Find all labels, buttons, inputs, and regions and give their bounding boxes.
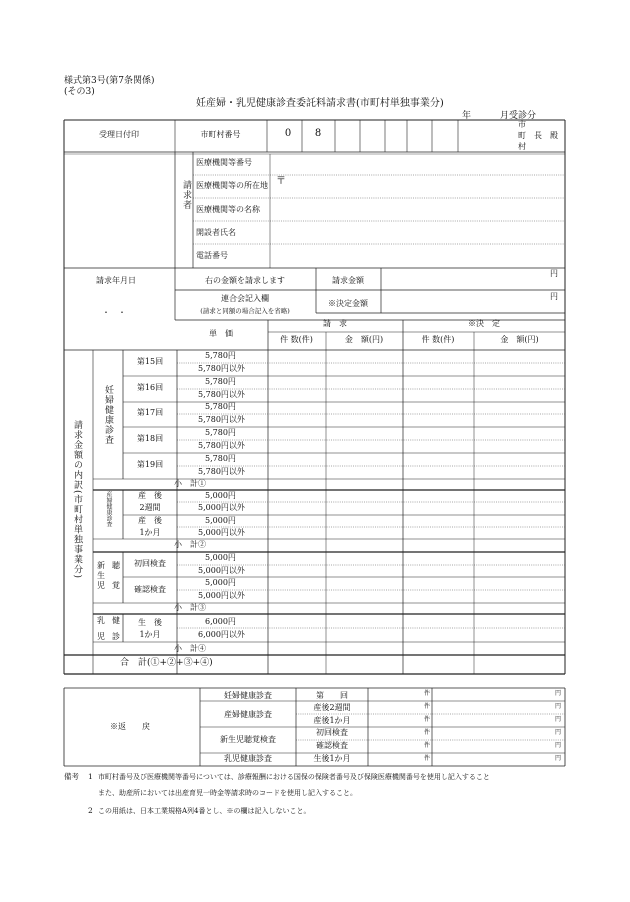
- price-5000-other: 5,000円以外: [198, 503, 245, 512]
- returns-infant-1m: 生後1か月: [313, 754, 351, 763]
- note-2-line: この用紙は、日本工業規格A列4番とし、※の欄は記入しないこと。: [98, 807, 311, 815]
- newborn-initial-test: 初回検査: [134, 559, 166, 568]
- form-number: 様式第3号(第7条関係): [64, 76, 155, 86]
- price-5780: 5,780円: [205, 428, 236, 437]
- pregnant-visit-17: 第17回: [136, 408, 164, 417]
- price-5000: 5,000円: [205, 553, 236, 562]
- federation-note: (請求と同額の場合記入を省略): [200, 307, 290, 315]
- decision-amount-header: 金 額(円): [500, 335, 539, 344]
- claimant-row-name: 医療機関等の名称: [196, 205, 260, 214]
- note-1-number: 1: [88, 772, 93, 781]
- claim-header: 請 求: [323, 319, 347, 328]
- postpartum-item: 産 後: [138, 491, 162, 500]
- returns-newborn-initial: 初回検査: [316, 728, 348, 737]
- postpartum-checkup-label: 産婦健康診査: [105, 491, 112, 527]
- year-label: 年: [462, 111, 472, 121]
- returns-count-unit: 件: [424, 716, 431, 723]
- claimant-input-area[interactable]: [270, 154, 565, 267]
- claimant-row-address: 医療機関等の所在地: [196, 181, 268, 190]
- postpartum-item: 産 後: [138, 516, 162, 525]
- municipality-number-label: 市町村番号: [200, 130, 241, 139]
- claimant-row-medical-number: 医療機関等番号: [196, 158, 252, 167]
- newborn-label: 聴: [112, 561, 120, 570]
- returns-newborn-confirm: 確認検査: [316, 741, 348, 750]
- returns-count-unit: 件: [424, 742, 431, 749]
- postal-mark: 〒: [276, 176, 286, 187]
- claim-count-header: 件 数(件): [280, 335, 313, 344]
- municipality-digit-1: 0: [284, 128, 292, 139]
- returns-amount-unit: 円: [555, 729, 562, 736]
- claimant-row-founder: 開設者氏名: [196, 228, 236, 237]
- federation-label: 連合会記入欄: [221, 294, 269, 303]
- note-2-number: 2: [88, 806, 93, 815]
- claimant-row-phone: 電話番号: [196, 251, 228, 260]
- returns-postpartum-1m: 産後1か月: [313, 716, 351, 725]
- price-5780-other: 5,780円以外: [198, 364, 245, 373]
- returns-amount-unit: 円: [555, 755, 562, 762]
- pregnant-visit-19: 第19回: [136, 460, 164, 469]
- returns-pregnant: 妊婦健康診査: [224, 691, 272, 700]
- returns-amount-unit: 円: [555, 690, 562, 697]
- claim-date-label: 請求年月日: [96, 276, 136, 285]
- price-5780: 5,780円: [205, 351, 236, 360]
- note-1-line-1: 市町村番号及び医療機関等番号については、診療報酬における国保の保険者番号及び保険医療機関番号を使用し記入すること: [98, 773, 490, 781]
- price-5780: 5,780円: [205, 454, 236, 463]
- price-5000-other: 5,000円以外: [198, 566, 245, 575]
- claim-amount-input[interactable]: [381, 268, 565, 290]
- infant-item: 1か月: [139, 630, 161, 639]
- pregnant-visit-15: 第15回: [136, 357, 164, 366]
- addressee-town: 町 長 殿: [518, 131, 558, 140]
- returns-infant: 乳児健康診査: [224, 754, 272, 763]
- addressee-city: 市: [518, 120, 526, 129]
- breakdown-entry-area[interactable]: [268, 350, 565, 674]
- returns-pregnant-visit: 第 回: [316, 691, 348, 700]
- subtotal-4: 小 計④: [174, 644, 206, 653]
- municipality-number-input[interactable]: [335, 121, 460, 151]
- pregnant-visit-16: 第16回: [136, 383, 164, 392]
- postpartum-item: 1か月: [139, 528, 161, 537]
- newborn-label: 児: [97, 581, 105, 590]
- note-1-line-2: また、助産所においては出産育児一時金等請求時のコードを使用し記入すること。: [98, 789, 357, 797]
- price-5000-other: 5,000円以外: [198, 591, 245, 600]
- newborn-label: 新: [97, 561, 105, 570]
- addressee-village: 村: [518, 142, 526, 151]
- price-6000-other: 6,000円以外: [198, 630, 245, 639]
- municipality-digit-2: 8: [314, 128, 322, 139]
- price-5000: 5,000円: [205, 491, 236, 500]
- unit-price-header: 単 価: [209, 329, 233, 338]
- price-5780: 5,780円: [205, 402, 236, 411]
- returns-count-unit: 件: [424, 703, 431, 710]
- returns-postpartum: 産婦健康診査: [224, 710, 272, 719]
- price-5780-other: 5,780円以外: [198, 441, 245, 450]
- pregnant-visit-18: 第18回: [136, 434, 164, 443]
- returns-count-unit: 件: [424, 729, 431, 736]
- month-label: 月受診分: [500, 111, 537, 121]
- price-5780-other: 5,780円以外: [198, 467, 245, 476]
- postpartum-item: 2週間: [139, 503, 161, 512]
- returns-count-unit: 件: [424, 755, 431, 762]
- breakdown-label: 請求金額の内訳(市町村単独事業分): [72, 420, 82, 580]
- returns-amount-unit: 円: [555, 703, 562, 710]
- decided-amount-label: ※決定金額: [328, 299, 368, 308]
- decision-count-header: 件 数(件): [421, 335, 455, 344]
- subtotal-1: 小 計①: [174, 479, 206, 488]
- form-title: 妊産婦・乳児健康診査委託料請求書(市町村単独事業分): [196, 98, 444, 109]
- returns-label: ※返 戻: [110, 722, 150, 731]
- returns-amount-unit: 円: [555, 716, 562, 723]
- price-5000-other: 5,000円以外: [198, 528, 245, 537]
- returns-postpartum-2w: 産後2週間: [313, 703, 351, 712]
- price-5000: 5,000円: [205, 578, 236, 587]
- infant-label: 児: [97, 632, 105, 641]
- form-sub-number: (その3): [64, 87, 95, 97]
- infant-label: 診: [112, 632, 120, 641]
- subtotal-2: 小 計②: [174, 540, 206, 549]
- claim-amount-header: 金 額(円): [344, 335, 384, 344]
- price-5780-other: 5,780円以外: [198, 390, 245, 399]
- notes-label: 備考: [64, 772, 79, 781]
- request-text: 右の金額を請求します: [205, 276, 285, 285]
- infant-item: 生 後: [138, 618, 162, 627]
- returns-amount-unit: 円: [555, 742, 562, 749]
- claimant-label: 請求者: [181, 180, 191, 210]
- decision-header: ※決 定: [468, 319, 500, 328]
- grand-total-label: 合 計(①+②+③+④): [120, 658, 213, 668]
- claim-date-dots: ・ ・: [102, 308, 126, 317]
- newborn-confirm-test: 確認検査: [134, 585, 166, 594]
- price-6000: 6,000円: [205, 617, 236, 626]
- price-5000: 5,000円: [205, 516, 236, 525]
- pregnant-checkup-label: 妊婦健康診査: [103, 385, 113, 445]
- receipt-stamp-label: 受理日付印: [99, 130, 139, 139]
- infant-label: 乳: [97, 616, 105, 625]
- price-5780: 5,780円: [205, 377, 236, 386]
- newborn-label: 覚: [112, 581, 120, 590]
- returns-count-unit: 件: [424, 690, 431, 697]
- claim-amount-label: 請求金額: [332, 276, 364, 285]
- price-5780-other: 5,780円以外: [198, 415, 245, 424]
- decided-amount-yen: 円: [550, 292, 558, 301]
- infant-label: 健: [112, 616, 120, 625]
- returns-newborn: 新生児聴覚検査: [220, 735, 276, 744]
- claim-amount-yen: 円: [550, 269, 558, 278]
- newborn-label: 生: [97, 571, 105, 580]
- subtotal-3: 小 計③: [174, 603, 206, 612]
